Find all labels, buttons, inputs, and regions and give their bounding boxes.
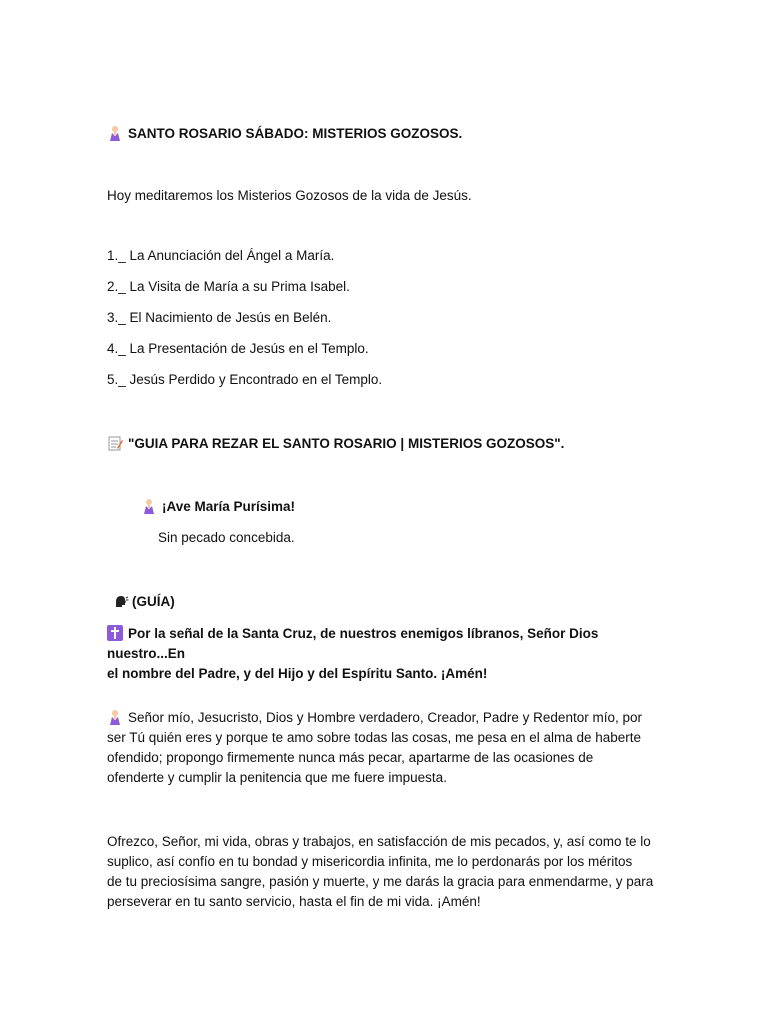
- offering-line-1: Ofrezco, Señor, mi vida, obras y trabajos, en satisfacción de mis pecados, y, así como te lo: [107, 834, 651, 849]
- act-of-contrition-paragraph: [107, 708, 667, 788]
- offering-line-4: perseverar en tu santo servicio, hasta el fin de mi vida. ¡Amén!: [107, 894, 481, 909]
- praying-woman-icon: [107, 709, 123, 725]
- sign-of-cross-text-1: Por la señal de la Santa Cruz, de nuestros enemigos líbranos, Señor Dios nuestro...En: [107, 626, 599, 661]
- mystery-item: 5._ Jesús Perdido y Encontrado en el Templo.: [107, 372, 383, 387]
- title-text: SANTO ROSARIO SÁBADO: MISTERIOS GOZOSOS.: [128, 126, 463, 141]
- offering-paragraph: [107, 832, 667, 912]
- greeting-call-text: ¡Ave María Purísima!: [162, 499, 296, 514]
- contrition-line-2: ser Tú quién eres y porque te amo sobre todas las cosas, me pesa en el alma de haberte: [107, 730, 642, 745]
- sign-of-cross-line-1: [107, 624, 667, 664]
- mystery-item: 2._ La Visita de María a su Prima Isabel.: [107, 279, 350, 294]
- title: [107, 124, 662, 144]
- greeting-call: [141, 497, 295, 517]
- mystery-item: 4._ La Presentación de Jesús en el Templo.: [107, 341, 369, 356]
- offering-line-3: de tu preciosísima sangre, pasión y muerte, y me darás la gracia para enmendarme, y para: [107, 874, 654, 889]
- praying-woman-icon: [107, 125, 123, 141]
- speaking-head-icon: [113, 593, 129, 609]
- intro-paragraph: Hoy meditaremos los Misterios Gozosos de la vida de Jesús.: [107, 188, 472, 203]
- guide-label: [113, 592, 175, 612]
- sign-of-cross-paragraph: [107, 624, 667, 684]
- mystery-item: 1._ La Anunciación del Ángel a María.: [107, 248, 335, 263]
- guide-label-text: (GUÍA): [132, 594, 175, 609]
- guide-heading-text: "GUIA PARA REZAR EL SANTO ROSARIO | MISTERIOS GOZOSOS".: [128, 436, 565, 451]
- contrition-line-3: ofendido; propongo firmemente nunca más pecar, apartarme de las ocasiones de: [107, 750, 594, 765]
- contrition-text-1: Señor mío, Jesucristo, Dios y Hombre verdadero, Creador, Padre y Redentor mío, por: [128, 710, 642, 725]
- praying-woman-icon: [141, 498, 157, 514]
- offering-line-2: suplico, así confío en tu bondad y misericordia infinita, me lo perdonarás por los méritos: [107, 854, 633, 869]
- contrition-line-1: [107, 708, 667, 728]
- latin-cross-icon: [107, 625, 123, 641]
- contrition-line-4: ofenderte y cumplir la penitencia que me fuere impuesta.: [107, 770, 447, 785]
- mystery-item: 3._ El Nacimiento de Jesús en Belén.: [107, 310, 332, 325]
- sign-of-cross-line-2: el nombre del Padre, y del Hijo y del Espíritu Santo. ¡Amén!: [107, 666, 488, 681]
- guide-heading: [107, 434, 662, 454]
- greeting-response: Sin pecado concebida.: [158, 530, 295, 545]
- memo-icon: [107, 435, 123, 451]
